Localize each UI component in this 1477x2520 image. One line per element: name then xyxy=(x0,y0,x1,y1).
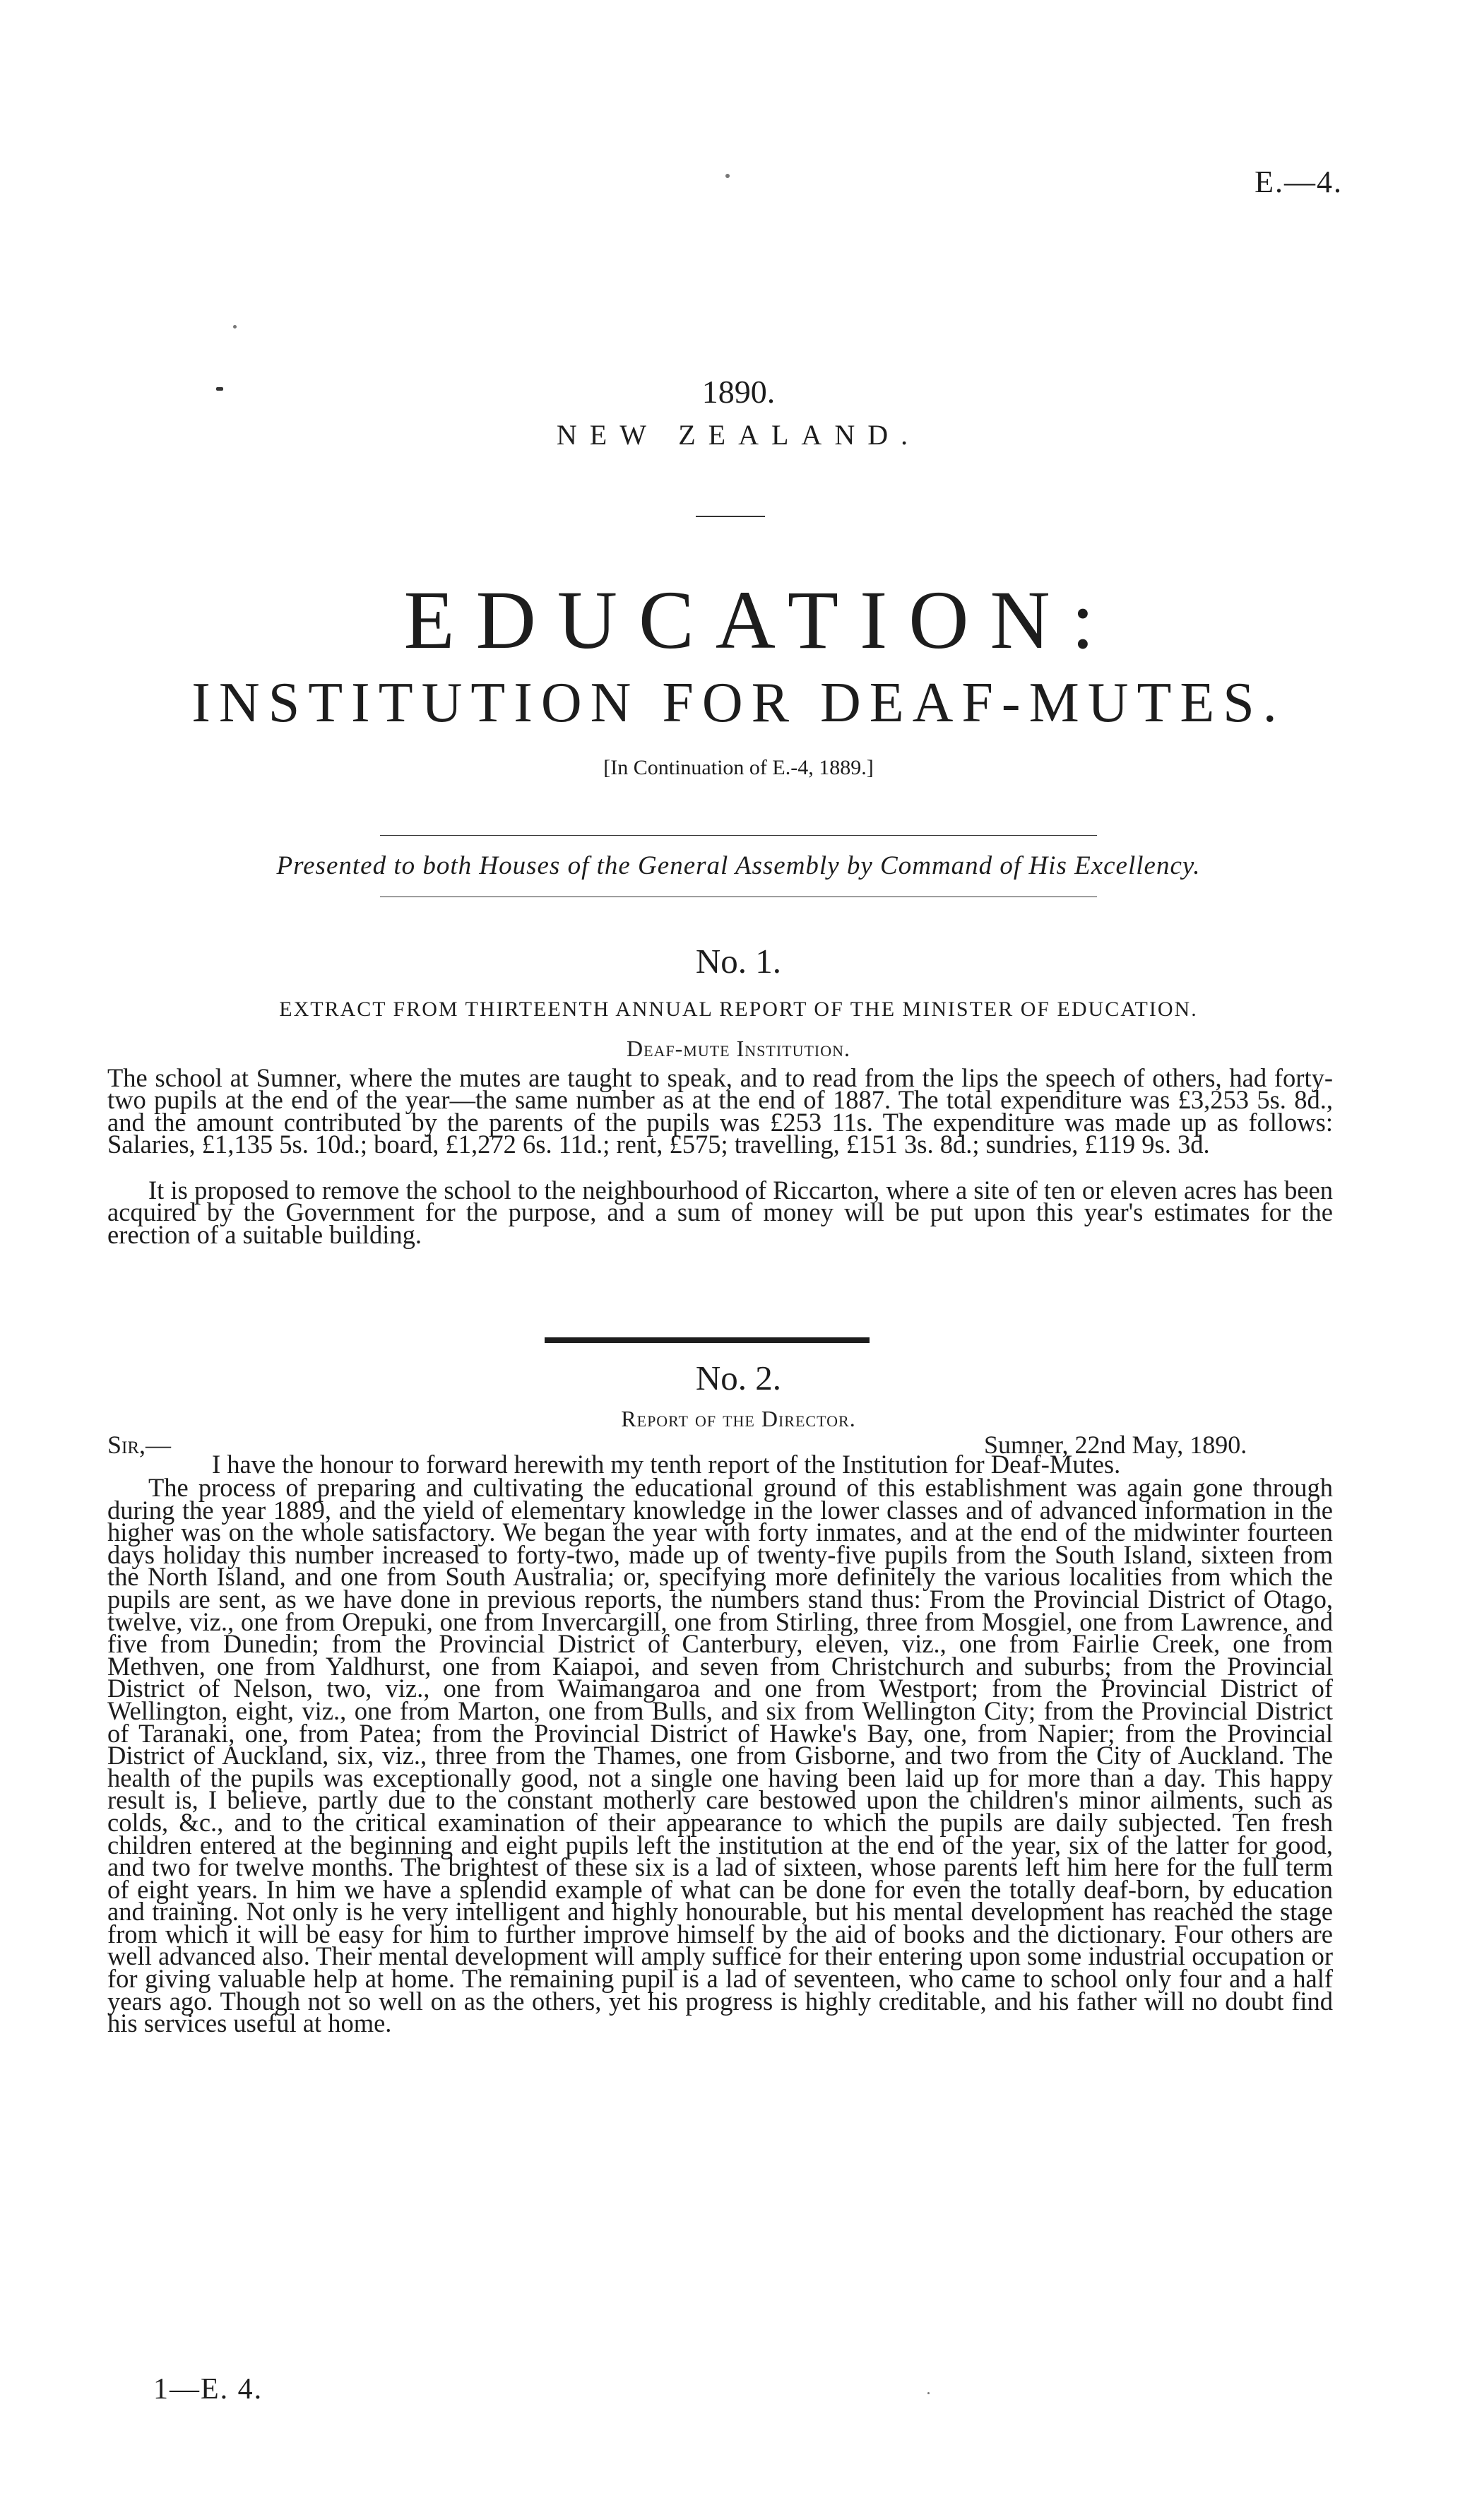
presented-line: Presented to both Houses of the General Assembly by Command of His Excellency. xyxy=(276,851,1201,880)
document-country: NEW ZEALAND. xyxy=(556,419,921,451)
paper-speck xyxy=(725,174,730,178)
section-2-heading: Report of the Director. xyxy=(621,1406,856,1431)
continuation-note: [In Continuation of E.-4, 1889.] xyxy=(603,756,874,779)
paper-speck xyxy=(927,2392,930,2394)
paper-speck xyxy=(233,325,237,329)
presented-top-rule xyxy=(380,835,1097,836)
salutation: Sir,— xyxy=(107,1431,172,1459)
section-2-number: No. 2. xyxy=(695,1359,782,1397)
section-2-paragraph-2: The process of preparing and cultivating the educational ground of this establishment was again gone through during the year 1889, and the yield of elementary knowledge in the lower classes and of advanced information in the higher was on the whole satisfactory. We began the year with forty inmates, and at the end of the midwinter fourteen days holiday this number increased to forty-two, made up of twenty-five pupils from the South Island, sixteen from the North Island, and one from South Australia; or, specifying more definitely the various localities from which the pupils are sent, as we have done in previous reports, the numbers stand thus: From the Provincial District of Otago, twelve, viz., one from Orepuki, one from Invercargill, one from Stirling, three from Mosgiel, one from Lawrence, and five from Dunedin; from the Provincial District of Canterbury, eleven, viz., one from Fairlie Creek, one from Methven, one from Yaldhurst, one from Kaiapoi, and seven from Christchurch and suburbs; from the Provincial District of Nelson, two, viz., one from Waimangaroa and one from Westport; from the Provincial District of Wellington, eight, viz., one from Marton, one from Bulls, and six from Wellington City; from the Provincial District of Taranaki, one, from Patea; from the Provincial District of Hawke's Bay, one, from Napier; from the Provincial District of Auckland, six, viz., three from the Thames, one from Gisborne, and two from the City of Auckland. The health of the pupils was exceptionally good, not a single one having been laid up for more than a day. This happy result is, I believe, partly due to the constant motherly care bestowed upon the children's minor ailments, such as colds, &c., and to the critical examination of their appearance to which the pupils are daily subjected. Ten fresh children entered at the beginning and eight pupils left the institution at the end of the year, six of the latter for good, and two for twelve months. The brightest of these six is a lad of sixteen, whose parents left him here for the full term of eight years. In him we have a splendid example of what can be done for even the totally deaf-born, by education and training. Not only is he very intelligent and highly honourable, but his mental development has reached the stage from which it will be easy for him to further improve himself by the aid of books and the dictionary. Four others are well advanced also. Their mental development will amply suffice for their entering upon some industrial occupation or for giving valuable help at home. The remaining pupil is a lad of seventeen, who came to school only four and a half years ago. Though not so well on as the others, yet his progress is highly creditable, and his father will no doubt find his services useful at home. xyxy=(107,1473,1333,2038)
section-divider xyxy=(545,1337,870,1343)
page-reference: E.—4. xyxy=(1254,165,1343,199)
document-title: EDUCATION: xyxy=(403,574,1116,666)
section-1-paragraph-2: It is proposed to remove the school to the neighbourhood of Riccarton, where a site of ten or eleven acres has been acquired by the Government for the purpose, and a sum of money will be put upon this year's estimates for the erection of a suitable building. xyxy=(107,1176,1333,1249)
sheet-code: 1—E. 4. xyxy=(153,2373,263,2406)
dateline: Sumner, 22nd May, 1890. xyxy=(984,1431,1247,1459)
section-1-number: No. 1. xyxy=(695,942,782,981)
short-divider xyxy=(696,516,765,517)
section-1-paragraph-1: The school at Sumner, where the mutes are taught to speak, and to read from the lips the speech of others, had forty-two pupils at the end of the year—the same number as at the end of 1887. The total expenditure was £3,253 5s. 8d., and the amount contributed by the parents of the pupils was £253 11s. The expenditure was made up as follows: Salaries, £1,135 5s. 10d.; board, £1,272 6s. 11d.; rent, £575; travelling, £151 3s. 8d.; sundries, £119 9s. 3d. xyxy=(107,1063,1333,1159)
document-year: 1890. xyxy=(701,374,776,410)
section-1-heading: EXTRACT FROM THIRTEENTH ANNUAL REPORT OF THE MINISTER OF EDUCATION. xyxy=(279,998,1198,1021)
document-subtitle: INSTITUTION FOR DEAF-MUTES. xyxy=(191,672,1286,734)
section-1-subheading: Deaf-mute Institution. xyxy=(626,1036,851,1061)
section-2-paragraph-1: I have the honour to forward herewith my tenth report of the Institution for Deaf-Mutes. xyxy=(212,1450,1121,1479)
